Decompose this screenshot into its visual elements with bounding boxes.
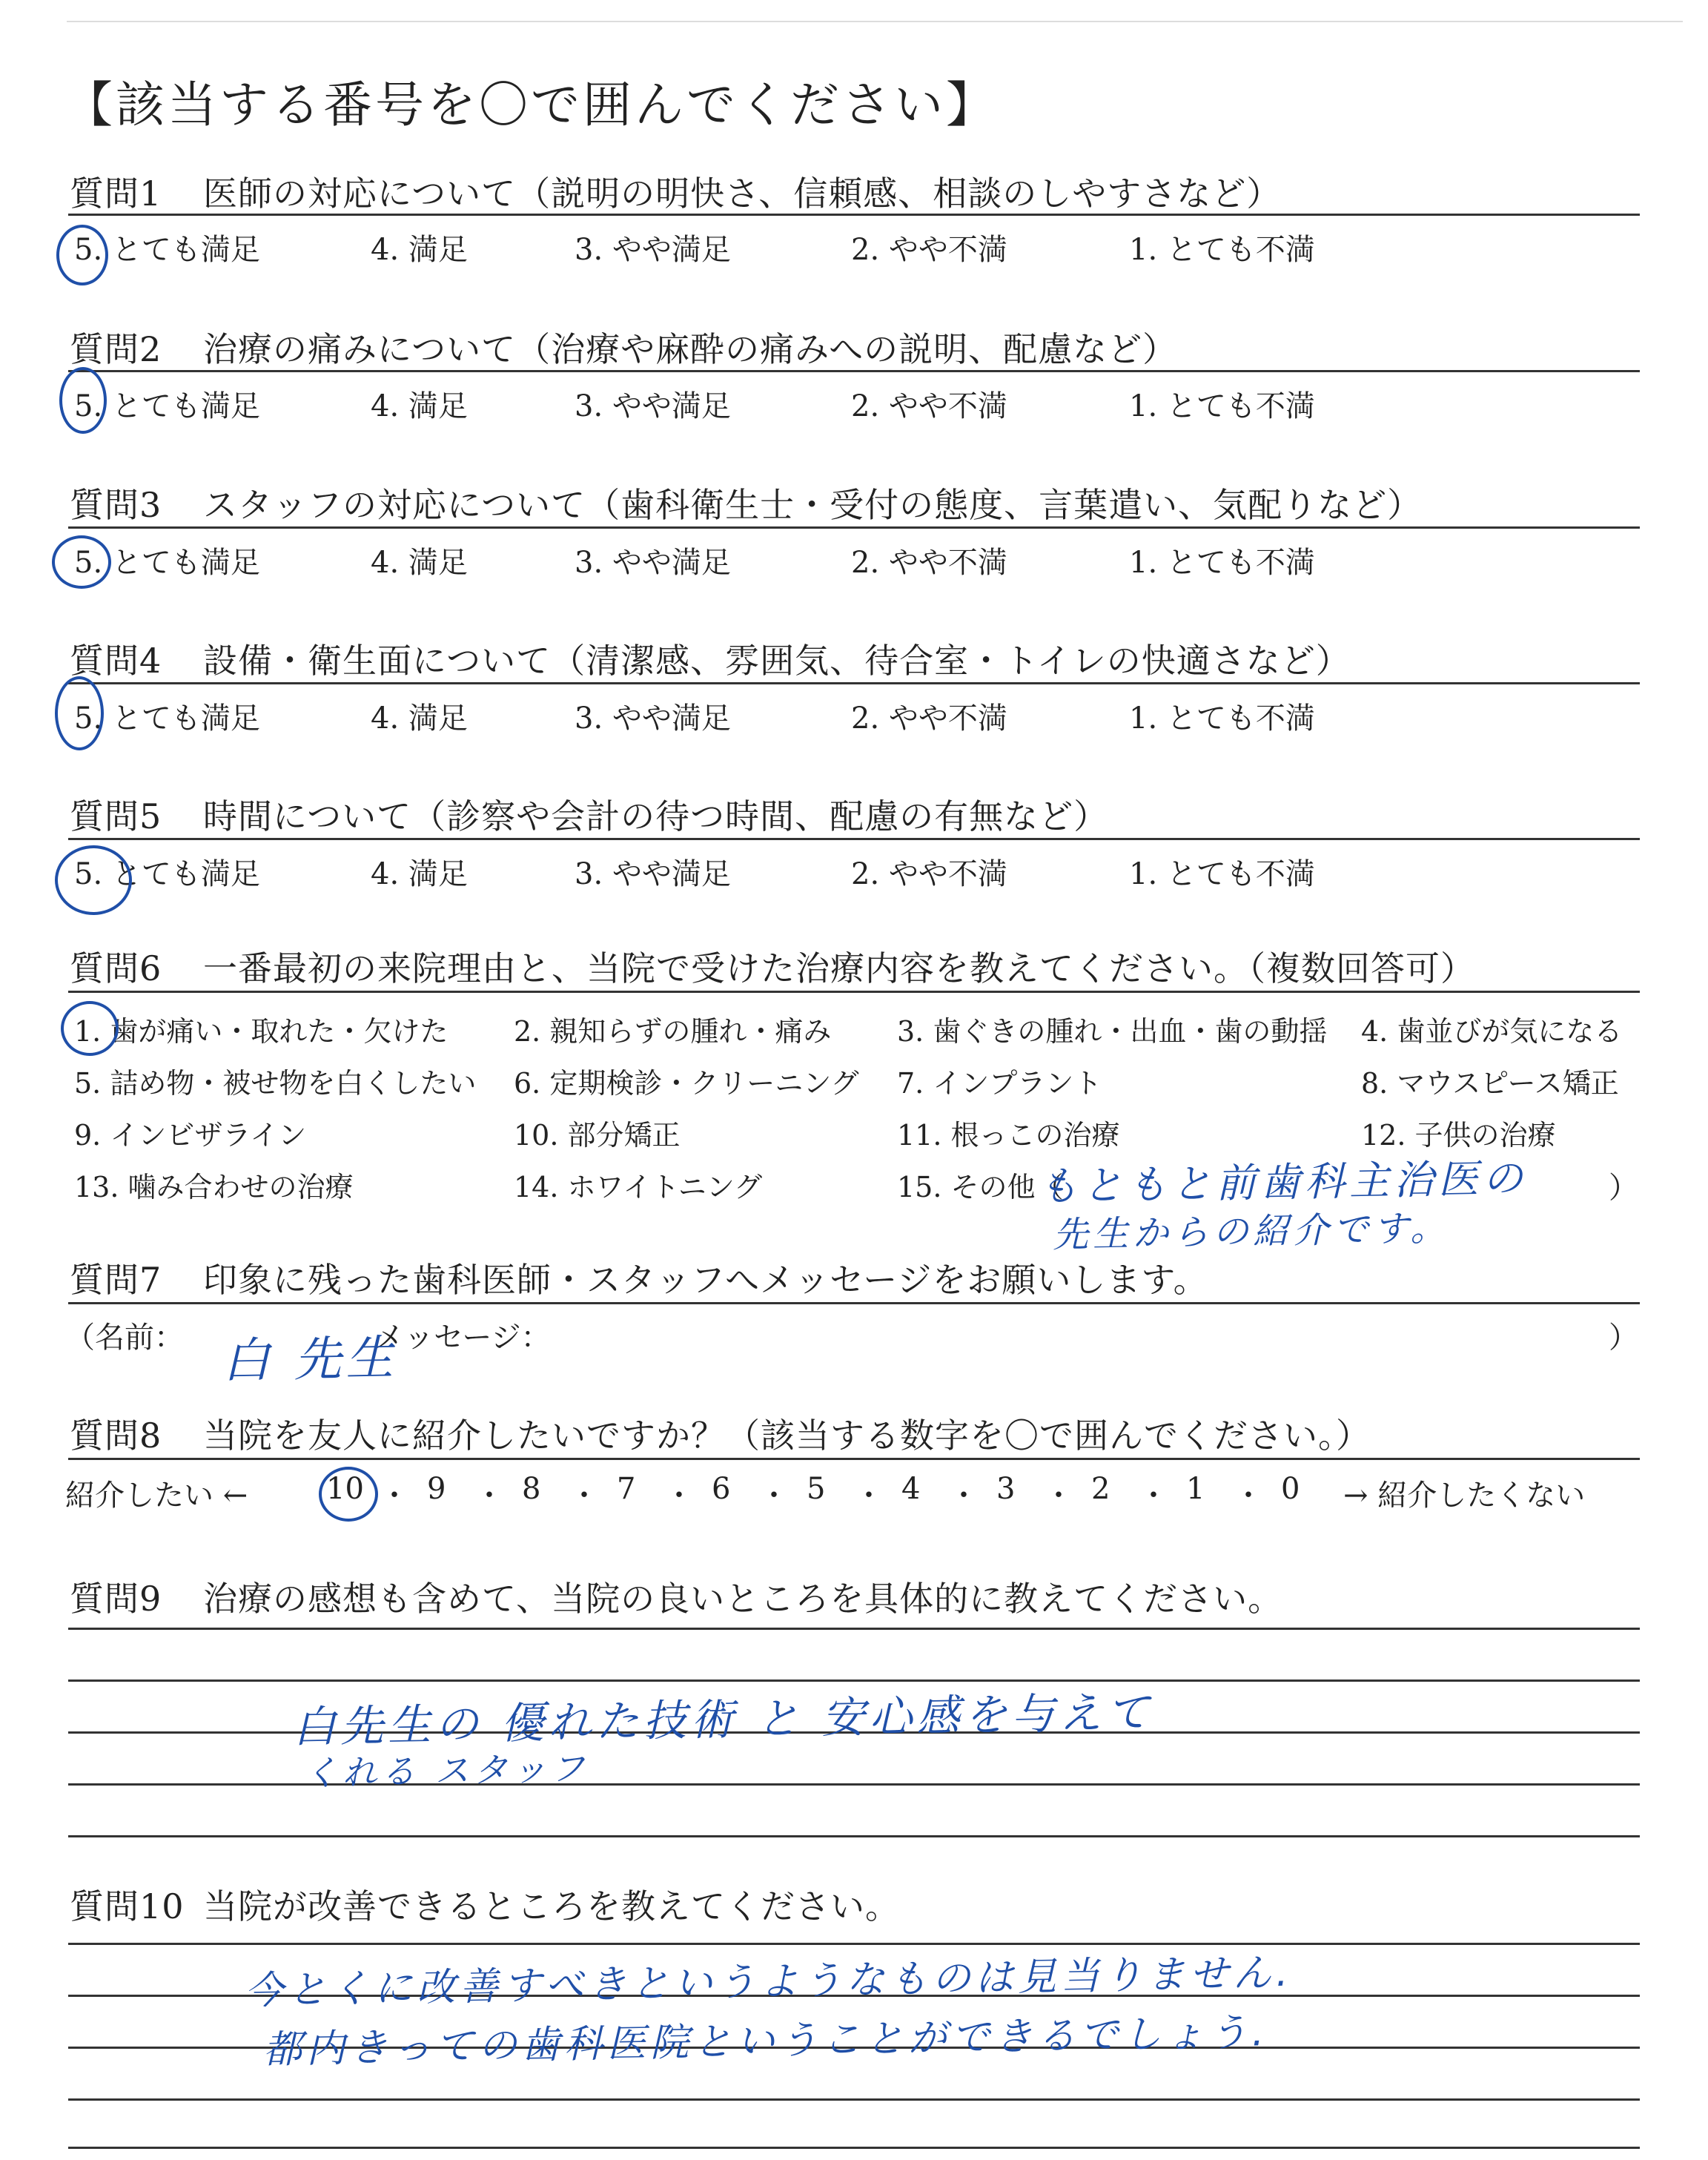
- q4-option-3[interactable]: 3. やや満足: [575, 701, 731, 736]
- question-4-heading: [70, 634, 1351, 683]
- q6-option-1[interactable]: 1. 歯が痛い・取れた・欠けた: [74, 1015, 448, 1048]
- q4-option-1[interactable]: 1. とても不満: [1129, 701, 1315, 736]
- q2-option-3[interactable]: 3. やや満足: [575, 389, 731, 423]
- q6-option-10[interactable]: 10. 部分矯正: [514, 1119, 681, 1152]
- q1-option-4[interactable]: 4. 満足: [371, 233, 468, 267]
- q7-name-label: （名前：: [65, 1321, 184, 1355]
- q8-scale-separator: ・: [569, 1479, 599, 1513]
- q4-option-2[interactable]: 2. やや不満: [851, 701, 1007, 736]
- q6-option-13[interactable]: 13. 噛み合わせの治療: [74, 1171, 354, 1203]
- q8-scale-value[interactable]: 10: [326, 1472, 364, 1506]
- q6-option-2[interactable]: 2. 親知らずの腫れ・痛み: [514, 1015, 832, 1048]
- q6-option-6[interactable]: 6. 定期検診・クリーニング: [514, 1067, 859, 1100]
- question-9-heading: [70, 1572, 1282, 1621]
- q5-option-4[interactable]: 4. 満足: [371, 857, 468, 891]
- answer-circle: [59, 367, 107, 434]
- q3-option-1[interactable]: 1. とても不満: [1129, 546, 1315, 580]
- question-rule: [68, 526, 1640, 529]
- question-text: 印象に残った歯科医師・スタッフへメッセージをお願いします。: [203, 1260, 1208, 1300]
- q6-option-12[interactable]: 12. 子供の治療: [1361, 1119, 1556, 1152]
- question-text: 医師の対応について（説明の明快さ、信頼感、相談のしやすさなど）: [203, 174, 1282, 214]
- question-rule: [68, 1302, 1640, 1304]
- q9-answer-line-1: 白先生の 優れた技術 と 安心感を与えて: [292, 1686, 1154, 1753]
- q6-option-11[interactable]: 11. 根っこの治療: [897, 1119, 1120, 1152]
- q5-option-1[interactable]: 1. とても不満: [1129, 857, 1315, 891]
- q3-option-3[interactable]: 3. やや満足: [575, 546, 731, 580]
- q6-option-9[interactable]: 9. インビザライン: [74, 1119, 307, 1152]
- q8-scale-value[interactable]: 1: [1186, 1472, 1205, 1506]
- answer-line: [68, 1628, 1640, 1630]
- question-8-heading: [70, 1409, 1371, 1458]
- question-1-heading: [70, 167, 1281, 216]
- question-label: 質問10: [70, 1886, 185, 1926]
- q8-scale-separator: ・: [1044, 1479, 1073, 1513]
- question-label: 質問2: [70, 329, 162, 369]
- q6-option-7[interactable]: 7. インプラント: [897, 1067, 1102, 1100]
- q8-scale-value[interactable]: 9: [427, 1472, 446, 1506]
- answer-circle: [55, 845, 132, 915]
- q1-option-1[interactable]: 1. とても不満: [1129, 233, 1315, 267]
- answer-circle: [319, 1467, 378, 1522]
- q1-option-2[interactable]: 2. やや不満: [851, 233, 1007, 267]
- answer-line: [68, 1835, 1640, 1837]
- q6-other-answer-line-1: もともと前歯科主治医の: [1037, 1155, 1528, 1210]
- q8-left-label: 紹介したい ←: [65, 1479, 248, 1513]
- answer-line: [68, 1680, 1640, 1682]
- q6-option-4[interactable]: 4. 歯並びが気になる: [1361, 1015, 1623, 1048]
- question-rule: [68, 991, 1640, 993]
- question-6-heading: [70, 942, 1475, 991]
- question-rule: [68, 214, 1640, 216]
- q2-option-2[interactable]: 2. やや不満: [851, 389, 1007, 423]
- q3-option-4[interactable]: 4. 満足: [371, 546, 468, 580]
- question-text: 時間について（診察や会計の待つ時間、配慮の有無など）: [203, 796, 1109, 836]
- q2-option-4[interactable]: 4. 満足: [371, 389, 468, 423]
- q8-scale-separator: ・: [759, 1479, 789, 1513]
- answer-circle: [52, 535, 111, 589]
- q8-scale-value[interactable]: 8: [522, 1472, 541, 1506]
- question-label: 質問1: [70, 174, 162, 214]
- q6-option-15[interactable]: 15. その他（: [897, 1171, 1064, 1203]
- q8-scale-value[interactable]: 2: [1091, 1472, 1110, 1506]
- q8-scale-separator: ・: [1234, 1479, 1263, 1513]
- question-rule: [68, 682, 1640, 684]
- question-text: 治療の感想も含めて、当院の良いところを具体的に教えてください。: [203, 1579, 1283, 1619]
- q6-option-3[interactable]: 3. 歯ぐきの腫れ・出血・歯の動揺: [897, 1015, 1328, 1048]
- q5-option-5[interactable]: 5. とても満足: [74, 857, 260, 891]
- question-text: 治療の痛みについて（治療や麻酔の痛みへの説明、配慮など）: [203, 329, 1178, 369]
- q7-close-paren: ）: [1609, 1321, 1638, 1355]
- q5-option-2[interactable]: 2. やや不満: [851, 857, 1007, 891]
- question-5-heading: [70, 790, 1108, 839]
- q1-option-3[interactable]: 3. やや満足: [575, 233, 731, 267]
- q8-scale-separator: ・: [1139, 1479, 1168, 1513]
- q6-other-answer-line-2: 先生からの紹介です。: [1052, 1207, 1451, 1256]
- q2-option-5[interactable]: 5. とても満足: [74, 389, 260, 423]
- question-label: 質問6: [70, 948, 162, 988]
- q8-scale-value[interactable]: 0: [1281, 1472, 1300, 1506]
- answer-line: [68, 1943, 1640, 1945]
- q8-scale-value[interactable]: 7: [617, 1472, 636, 1506]
- q8-scale-separator: ・: [664, 1479, 694, 1513]
- question-label: 質問8: [70, 1416, 162, 1456]
- q4-option-4[interactable]: 4. 満足: [371, 701, 468, 736]
- q10-answer-line-1: 今とくに改善すべきというようなものは見当りません.: [244, 1950, 1294, 2014]
- question-label: 質問9: [70, 1579, 162, 1619]
- q8-scale-value[interactable]: 5: [807, 1472, 826, 1506]
- question-10-heading: [70, 1880, 900, 1929]
- q6-option-8[interactable]: 8. マウスピース矯正: [1361, 1067, 1619, 1100]
- q7-message-label: メッセージ：: [374, 1321, 551, 1355]
- q6-option-5[interactable]: 5. 詰め物・被せ物を白くしたい: [74, 1067, 477, 1100]
- q8-scale-value[interactable]: 4: [901, 1472, 921, 1506]
- question-label: 質問5: [70, 796, 162, 836]
- q2-option-1[interactable]: 1. とても不満: [1129, 389, 1315, 423]
- top-border: [67, 21, 1683, 22]
- q8-right-label: → 紹介したくない: [1343, 1479, 1586, 1513]
- question-text: 一番最初の来院理由と、当院で受けた治療内容を教えてください。（複数回答可）: [203, 948, 1475, 988]
- question-label: 質問7: [70, 1260, 162, 1300]
- q6-other-close-paren: ）: [1609, 1171, 1638, 1205]
- q7-name-answer: 白 先生: [222, 1330, 399, 1390]
- answer-circle: [61, 1001, 119, 1056]
- answer-line: [68, 2147, 1640, 2149]
- q3-option-2[interactable]: 2. やや不満: [851, 546, 1007, 580]
- q8-scale-separator: ・: [380, 1479, 409, 1513]
- question-7-heading: [70, 1253, 1208, 1302]
- question-rule: [68, 370, 1640, 372]
- answer-circle: [56, 225, 108, 285]
- q6-option-14[interactable]: 14. ホワイトニング: [514, 1171, 763, 1203]
- q8-scale-value[interactable]: 3: [996, 1472, 1016, 1506]
- q8-scale-separator: ・: [949, 1479, 979, 1513]
- answer-line: [68, 2098, 1640, 2101]
- q10-answer-line-2: 都内きっての歯科医院ということができるでしょう.: [262, 2010, 1269, 2073]
- question-text: 当院を友人に紹介したいですか？（該当する数字を〇で囲んでください。）: [203, 1416, 1371, 1456]
- q8-scale-value[interactable]: 6: [712, 1472, 731, 1506]
- q1-option-5[interactable]: 5. とても満足: [74, 233, 260, 267]
- question-text: 当院が改善できるところを教えてください。: [203, 1886, 900, 1926]
- q8-scale-separator: ・: [474, 1479, 504, 1513]
- question-rule: [68, 1458, 1640, 1460]
- q3-option-5[interactable]: 5. とても満足: [74, 546, 260, 580]
- q5-option-3[interactable]: 3. やや満足: [575, 857, 731, 891]
- question-2-heading: [70, 323, 1177, 371]
- question-3-heading: [70, 478, 1422, 527]
- q9-answer-line-2: くれる スタッフ: [303, 1748, 590, 1794]
- q8-scale-separator: ・: [854, 1479, 884, 1513]
- page-title: 【該当する番号を〇で囲んでください】: [64, 76, 998, 133]
- question-label: 質問3: [70, 485, 162, 525]
- answer-circle: [55, 676, 104, 750]
- question-label: 質問4: [70, 641, 162, 681]
- q4-option-5[interactable]: 5. とても満足: [74, 701, 260, 736]
- question-text: スタッフの対応について（歯科衛生士・受付の態度、言葉遣い、気配りなど）: [203, 485, 1423, 525]
- question-rule: [68, 838, 1640, 840]
- question-text: 設備・衛生面について（清潔感、雰囲気、待合室・トイレの快適さなど）: [203, 641, 1351, 681]
